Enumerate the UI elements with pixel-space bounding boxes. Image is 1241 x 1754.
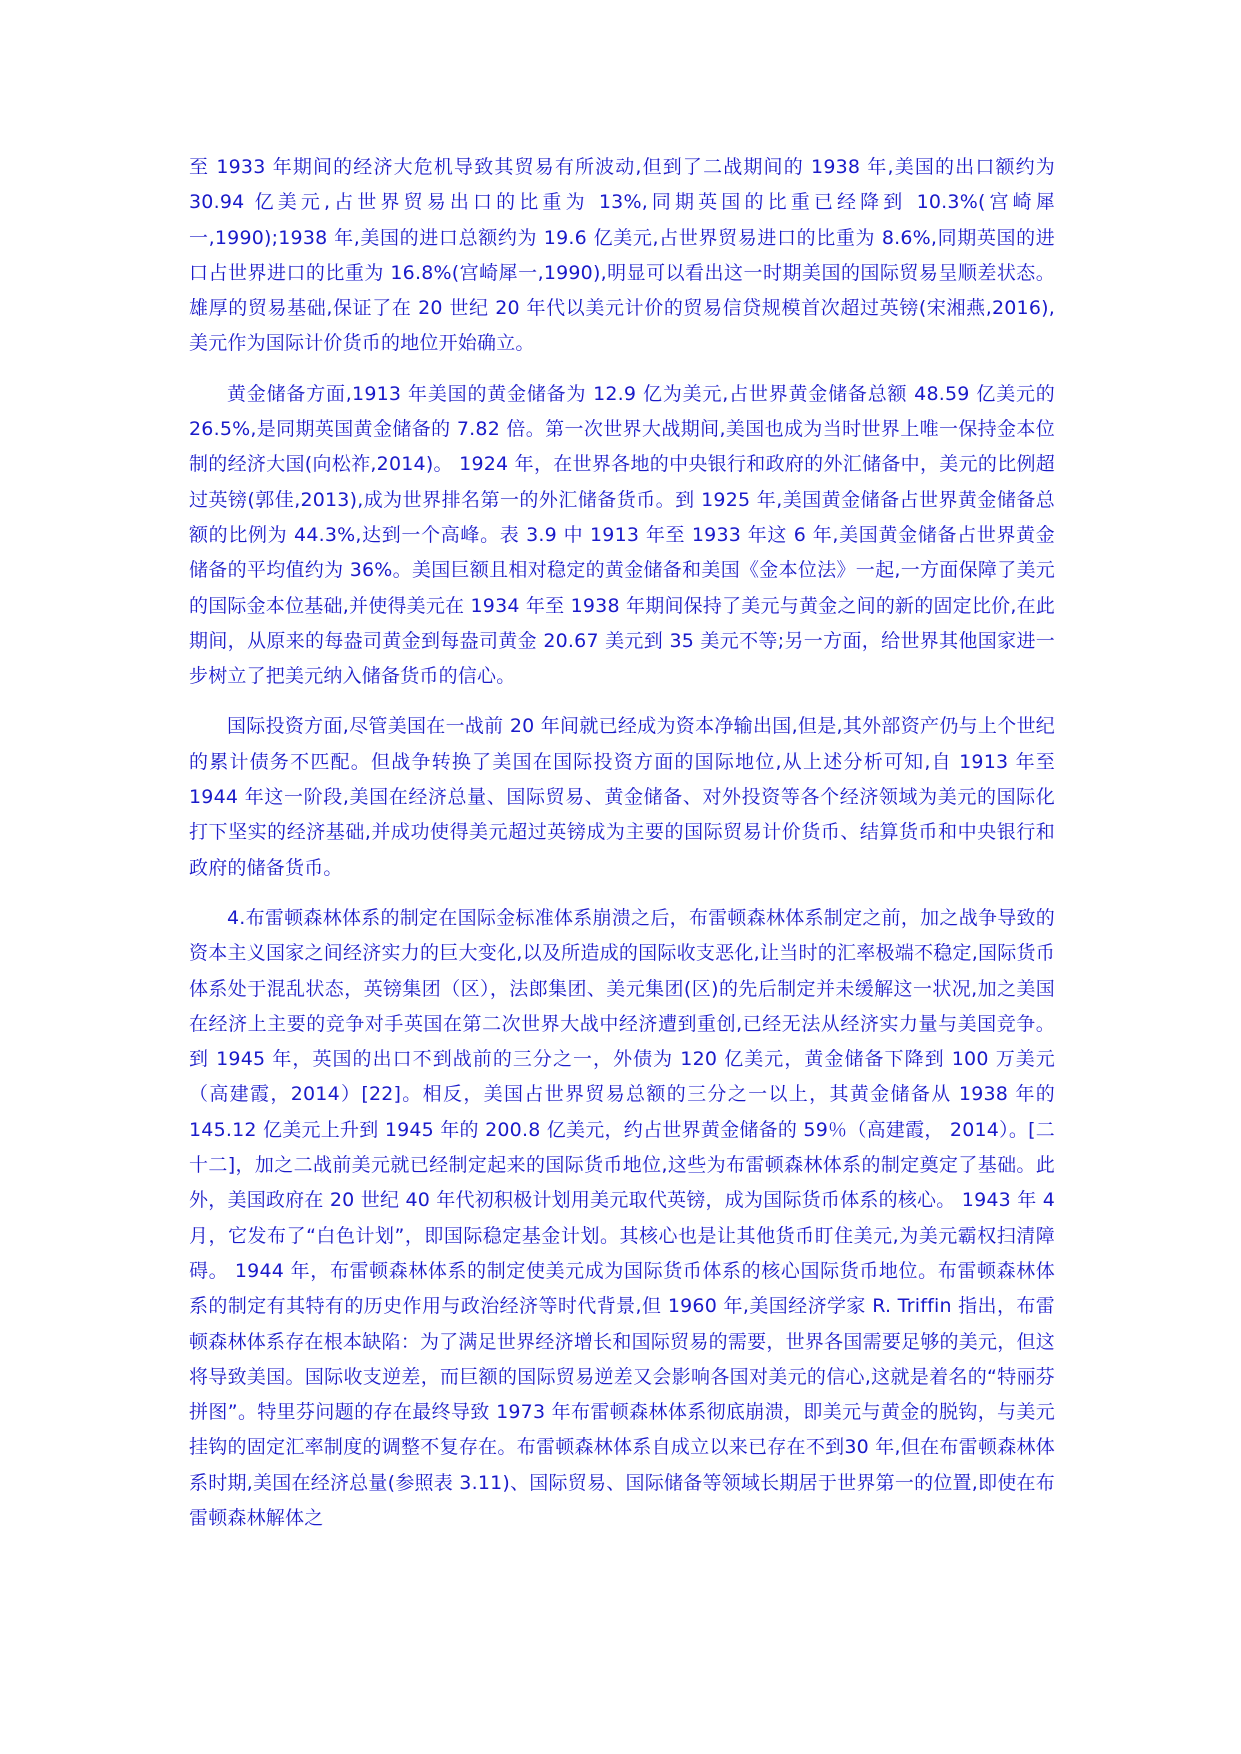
paragraph-gold-reserves: 黄金储备方面,1913 年美国的黄金储备为 12.9 亿为美元,占世界黄金储备总额 48.59 亿美元的 26.5%,是同期英国黄金储备的 7.82 倍。第一次世界大战期间,美国也成为当时世界上唯一保持金本位制的经济大国(向松祚,2014)。 1924 年，在世界各地的中央银行和政府的外汇储备中，美元的比例超过英镑(郭佳,2013),成为世界排名第一的外汇储备货币。到 1925 年,美国黄金储备占世界黄金储备总额的比例为 44.3%,达到一个高峰。表 3.9 中 1913 年至 1933 年这 6 年,美国黄金储备占世界黄金储备的平均值约为 36%。美国巨额且相对稳定的黄金储备和美国《金本位法》一起,一方面保障了美元的国际金本位基础,并使得美元在 1934 年至 1938 年期间保持了美元与黄金之间的新的固定比价,在此期间，从原来的每盎司黄金到每盎司黄金 20.67 美元到 35 美元不等;另一方面，给世界其他国家进一步树立了把美元纳入储备货币的信心。 <box>189 382 1055 688</box>
paragraph-trade: 至 1933 年期间的经济大危机导致其贸易有所波动,但到了二战期间的 1938 年,美国的出口额约为 30.94 亿美元,占世界贸易出口的比重为 13%,同期英国的比重已经降到 10.3%(宫崎犀一,1990);1938 年,美国的进口总额约为 19.6 亿美元,占世界贸易进口的比重为 8.6%,同期英国的进口占世界进口的比重为 16.8%(宫崎犀一,1990),明显可以看出这一时期美国的国际贸易呈顺差状态。雄厚的贸易基础,保证了在 20 世纪 20 年代以美元计价的贸易信贷规模首次超过英镑(宋湘燕,2016),美元作为国际计价货币的地位开始确立。 <box>189 156 1055 355</box>
document-page <box>189 150 1055 1536</box>
paragraph-international-investment: 国际投资方面,尽管美国在一战前 20 年间就已经成为资本净输出国,但是,其外部资产仍与上个世纪的累计债务不匹配。但战争转换了美国在国际投资方面的国际地位,从上述分析可知,自 1913 年至 1944 年这一阶段,美国在经济总量、国际贸易、黄金储备、对外投资等各个经济领域为美元的国际化打下坚实的经济基础,并成功使得美元超过英镑成为主要的国际贸易计价货币、结算货币和中央银行和政府的储备货币。 <box>189 715 1055 879</box>
paragraph-bretton-woods: 4.布雷顿森林体系的制定在国际金标准体系崩溃之后，布雷顿森林体系制定之前，加之战争导致的资本主义国家之间经济实力的巨大变化,以及所造成的国际收支恶化,让当时的汇率极端不稳定,国际货币体系处于混乱状态，英镑集团（区），法郎集团、美元集团(区)的先后制定并未缓解这一状况,加之美国在经济上主要的竞争对手英国在第二次世界大战中经济遭到重创,已经无法从经济实力量与美国竞争。到 1945 年，英国的出口不到战前的三分之一，外债为 120 亿美元，黄金储备下降到 100 万美元（高建霞，2014）[22]。相反，美国占世界贸易总额的三分之一以上，其黄金储备从 1938 年的 145.12 亿美元上升到 1945 年的 200.8 亿美元，约占世界黄金储备的 59％（高建霞， 2014）。[二十二]，加之二战前美元就已经制定起来的国际货币地位,这些为布雷顿森林体系的制定奠定了基础。此外，美国政府在 20 世纪 40 年代初积极计划用美元取代英镑，成为国际货币体系的核心。 1943 年 4 月，它发布了“白色计划”，即国际稳定基金计划。其核心也是让其他货币盯住美元,为美元霸权扫清障碍。 1944 年，布雷顿森林体系的制定使美元成为国际货币体系的核心国际货币地位。布雷顿森林体系的制定有其特有的历史作用与政治经济等时代背景,但 1960 年,美国经济学家 R. Triffin 指出，布雷顿森林体系存在根本缺陷：为了满足世界经济增长和国际贸易的需要，世界各国需要足够的美元，但这将导致美国。国际收支逆差，而巨额的国际贸易逆差又会影响各国对美元的信心,这就是着名的“特丽芬拼图”。特里芬问题的存在最终导致 1973 年布雷顿森林体系彻底崩溃，即美元与黄金的脱钩，与美元挂钩的固定汇率制度的调整不复存在。布雷顿森林体系自成立以来已存在不到30 年,但在布雷顿森林体系时期,美国在经济总量(参照表 3.11)、国际贸易、国际储备等领域长期居于世界第一的位置,即使在布雷顿森林解体之 <box>189 906 1055 1529</box>
